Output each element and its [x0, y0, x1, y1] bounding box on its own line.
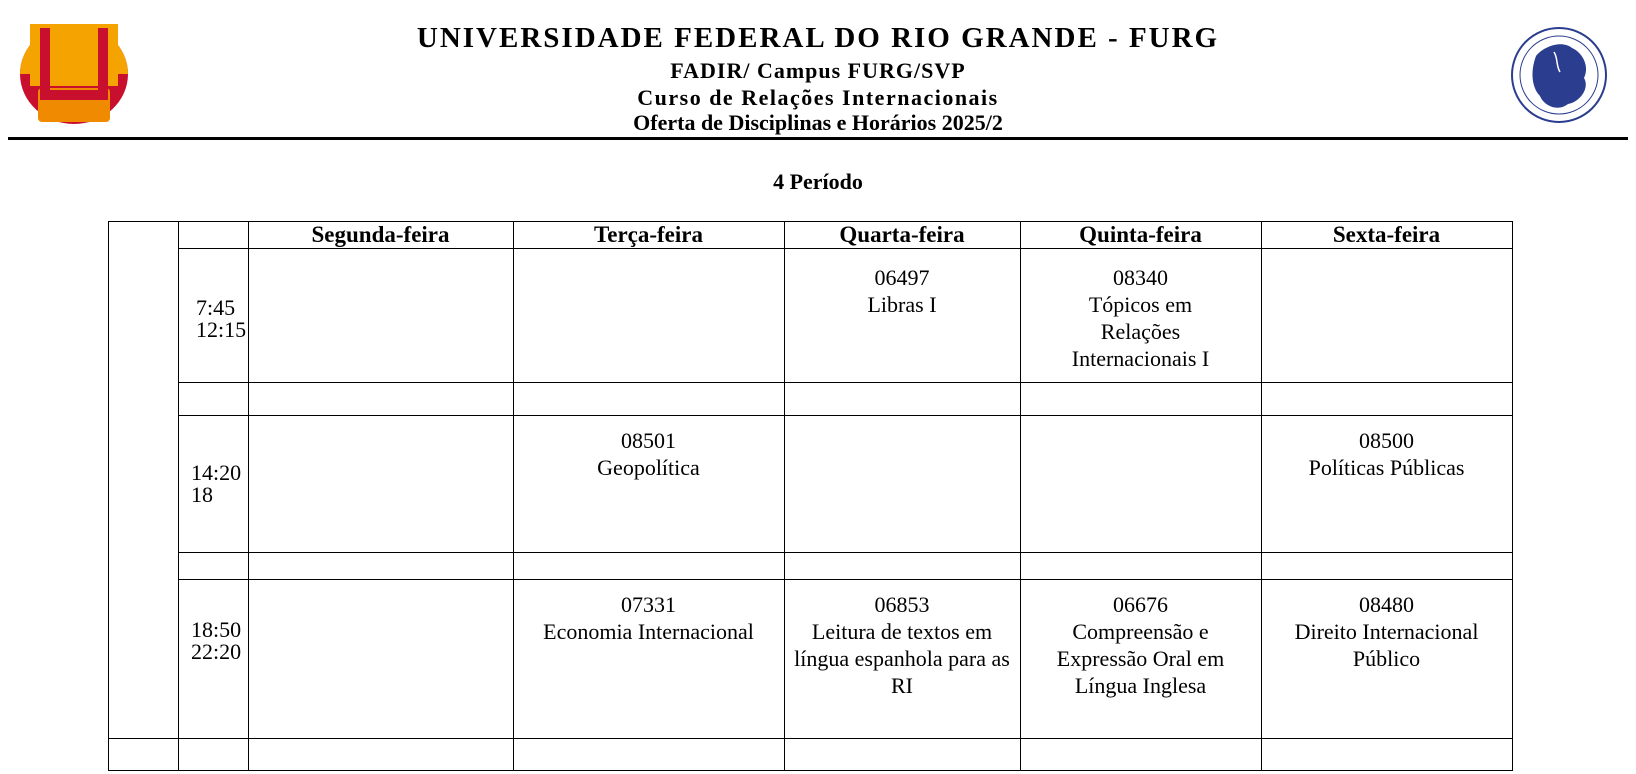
campus-seal-icon — [1510, 26, 1608, 124]
slot-2-time — [191, 462, 241, 506]
document-header — [0, 0, 1636, 140]
class-name: Geopolítica — [597, 455, 700, 480]
class-code: 06497 — [874, 265, 930, 290]
day-header-wednesday: Quarta-feira — [839, 221, 965, 247]
class-cell-wed-evening — [784, 591, 1020, 699]
header-rule — [8, 137, 1628, 140]
class-cell-tue-evening — [513, 591, 784, 645]
day-header-monday: Segunda-feira — [311, 221, 450, 247]
class-name: Direito Internacional Público — [1294, 619, 1479, 671]
class-name: Leitura de textos em língua espanhola para as RI — [794, 619, 1010, 698]
class-cell-wed-morning — [784, 264, 1020, 318]
class-code: 08501 — [621, 428, 676, 453]
slot-start-time: 18:50 — [191, 617, 242, 642]
slot-start-time: 7:45 — [196, 295, 236, 320]
class-code: 06853 — [874, 592, 930, 617]
class-cell-thu-evening — [1020, 591, 1261, 699]
class-code: 08480 — [1359, 592, 1414, 617]
class-name: Libras I — [867, 292, 937, 317]
schedule-table — [108, 221, 1512, 771]
class-code: 07331 — [621, 592, 676, 617]
class-cell-fri-afternoon — [1261, 427, 1512, 481]
class-name: Tópicos em Relações Internacionais I — [1071, 292, 1210, 371]
slot-1-time — [196, 297, 246, 341]
class-code: 08500 — [1359, 428, 1414, 453]
day-header-thursday: Quinta-feira — [1079, 221, 1202, 247]
slot-start-time: 14:20 — [191, 460, 242, 485]
course-line: Curso de Relações Internacionais — [637, 85, 999, 110]
slot-end-time: 18 — [191, 482, 213, 507]
day-header-friday: Sexta-feira — [1332, 221, 1441, 247]
slot-3-time — [191, 619, 241, 663]
class-name: Economia Internacional — [543, 619, 754, 644]
offer-line: Oferta de Disciplinas e Horários 2025/2 — [633, 110, 1003, 135]
class-code: 06676 — [1113, 592, 1168, 617]
day-header-tuesday: Terça-feira — [594, 221, 703, 247]
class-name: Compreensão e Expressão Oral em Língua Inglesa — [1056, 619, 1225, 698]
class-name: Políticas Públicas — [1308, 455, 1465, 480]
class-code: 08340 — [1113, 265, 1168, 290]
campus-line: FADIR/ Campus FURG/SVP — [670, 58, 966, 83]
slot-end-time: 22:20 — [191, 639, 242, 664]
period-title: 4 Período — [773, 169, 863, 194]
class-cell-thu-morning — [1020, 264, 1261, 372]
university-title: UNIVERSIDADE FEDERAL DO RIO GRANDE - FURG — [416, 22, 1220, 54]
class-cell-fri-evening — [1261, 591, 1512, 672]
class-cell-tue-afternoon — [513, 427, 784, 481]
slot-end-time: 12:15 — [196, 317, 247, 342]
